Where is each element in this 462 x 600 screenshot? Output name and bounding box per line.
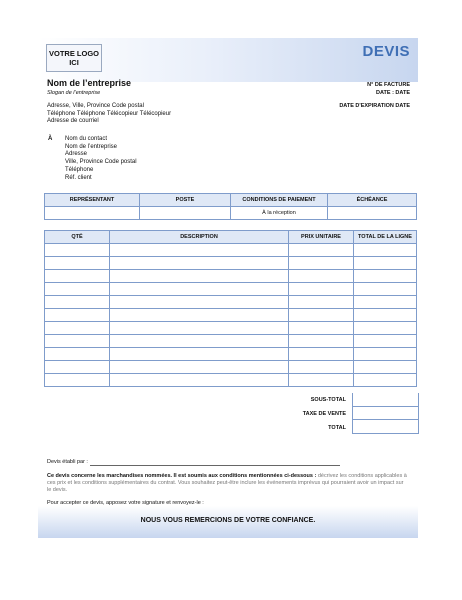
qty-cell[interactable] (45, 374, 110, 387)
prepared-by-line[interactable] (90, 465, 340, 466)
table-row (45, 207, 417, 220)
invoice-date: DATE : DATE (375, 90, 410, 96)
line-total-cell[interactable] (354, 309, 417, 322)
header-position: POSTE (140, 194, 231, 207)
header-representative: REPRÉSENTANT (45, 194, 140, 207)
due-date-cell[interactable] (328, 207, 417, 220)
prepared-by (47, 459, 340, 466)
description-cell[interactable] (110, 257, 289, 270)
logo-line-1: VOTRE LOGO (48, 49, 99, 58)
terms-note (47, 473, 409, 494)
header-qty: QTÉ (45, 231, 110, 244)
unit-price-cell[interactable] (289, 361, 354, 374)
table-row (45, 361, 417, 374)
qty-cell[interactable] (45, 322, 110, 335)
description-cell[interactable] (110, 309, 289, 322)
unit-price-cell[interactable] (289, 244, 354, 257)
company-address (47, 103, 171, 126)
header-payment-terms: CONDITIONS DE PAIEMENT (231, 194, 328, 207)
unit-price-cell[interactable] (289, 257, 354, 270)
unit-price-cell[interactable] (289, 335, 354, 348)
table-row (45, 335, 417, 348)
unit-price-cell[interactable] (289, 270, 354, 283)
qty-cell[interactable] (45, 309, 110, 322)
line-total-cell[interactable] (354, 257, 417, 270)
line-total-cell[interactable] (354, 296, 417, 309)
email-line: Adresse de courriel (47, 118, 99, 124)
representative-cell[interactable] (45, 207, 140, 220)
unit-price-cell[interactable] (289, 296, 354, 309)
description-cell[interactable] (110, 270, 289, 283)
subtotal-field[interactable] (352, 393, 419, 407)
header-line-total: TOTAL DE LA LIGNE (354, 231, 417, 244)
description-cell[interactable] (110, 244, 289, 257)
description-cell[interactable] (110, 296, 289, 309)
tax-field[interactable] (352, 406, 419, 420)
total-label: TOTAL (328, 425, 346, 431)
table-row (45, 296, 417, 309)
description-cell[interactable] (110, 322, 289, 335)
line-total-cell[interactable] (354, 322, 417, 335)
line-total-cell[interactable] (354, 361, 417, 374)
terms-note-bold: Ce devis concerne les marchandises nommées. Il est soumis aux conditions mentionnées ci-dessous : (47, 473, 317, 479)
unit-price-cell[interactable] (289, 348, 354, 361)
table-row (45, 309, 417, 322)
header-unit-price: PRIX UNITAIRE (289, 231, 354, 244)
quote-page (38, 38, 418, 574)
expiry-date: DATE D'EXPIRATION DATE (339, 103, 410, 109)
qty-cell[interactable] (45, 296, 110, 309)
recipient-city: Ville, Province Code postal (65, 159, 137, 166)
line-total-cell[interactable] (354, 283, 417, 296)
unit-price-cell[interactable] (289, 322, 354, 335)
payment-terms-cell[interactable]: À la réception (231, 207, 328, 220)
qty-cell[interactable] (45, 348, 110, 361)
logo-placeholder (46, 44, 102, 72)
total-field[interactable] (352, 420, 419, 434)
recipient-phone: Téléphone (65, 166, 94, 173)
qty-cell[interactable] (45, 244, 110, 257)
items-table (44, 230, 417, 387)
description-cell[interactable] (110, 283, 289, 296)
terms-note-detail: décrivez les conditions applicables à ces prix et les conditions supplémentaires du contrat. Vous souhaitez peut-être inclure les événements imprévus qui pourraient avoir un impact sur le devis. (47, 473, 407, 493)
table-row (45, 322, 417, 335)
tax-label: TAXE DE VENTE (302, 411, 346, 417)
table-row (45, 257, 417, 270)
table-row (45, 348, 417, 361)
table-row (45, 374, 417, 387)
line-total-cell[interactable] (354, 335, 417, 348)
unit-price-cell[interactable] (289, 309, 354, 322)
recipient-address: Adresse (65, 151, 88, 158)
table-row (45, 244, 417, 257)
table-row (45, 283, 417, 296)
recipient-block (65, 136, 137, 182)
prepared-by-label: Devis établi par : (47, 459, 88, 465)
qty-cell[interactable] (45, 270, 110, 283)
position-cell[interactable] (140, 207, 231, 220)
phone-fax-line: Téléphone Téléphone Télécopieur Télécopieur (47, 110, 172, 117)
description-cell[interactable] (110, 361, 289, 374)
line-total-cell[interactable] (354, 244, 417, 257)
line-total-cell[interactable] (354, 374, 417, 387)
company-slogan: Slogan de l’entreprise (47, 90, 101, 96)
invoice-meta (367, 81, 410, 97)
recipient-label: À (48, 136, 53, 142)
qty-cell[interactable] (45, 257, 110, 270)
qty-cell[interactable] (45, 361, 110, 374)
logo-line-2: ICI (69, 58, 79, 67)
header-due-date: ÉCHÉANCE (328, 194, 417, 207)
subtotal-label: SOUS-TOTAL (310, 397, 346, 403)
description-cell[interactable] (110, 348, 289, 361)
company-name: Nom de l’entreprise (47, 78, 132, 88)
address-line: Adresse, Ville, Province Code postal (47, 103, 144, 109)
header-description: DESCRIPTION (110, 231, 289, 244)
invoice-number: N° DE FACTURE (367, 82, 410, 88)
info-table (44, 193, 417, 220)
contact-name: Nom du contact (65, 136, 108, 142)
table-row (45, 270, 417, 283)
thank-you-message: NOUS VOUS REMERCIONS DE VOTRE CONFIANCE. (140, 517, 316, 524)
qty-cell[interactable] (45, 335, 110, 348)
acceptance-label: Pour accepter ce devis, apposez votre signature et renvoyez-le : (47, 500, 204, 506)
client-ref: Réf. client (65, 174, 92, 181)
qty-cell[interactable] (45, 283, 110, 296)
unit-price-cell[interactable] (289, 374, 354, 387)
description-cell[interactable] (110, 335, 289, 348)
unit-price-cell[interactable] (289, 283, 354, 296)
document-title: DEVIS (362, 43, 410, 60)
recipient-company: Nom de l’entreprise (65, 143, 118, 150)
line-total-cell[interactable] (354, 270, 417, 283)
line-total-cell[interactable] (354, 348, 417, 361)
description-cell[interactable] (110, 374, 289, 387)
